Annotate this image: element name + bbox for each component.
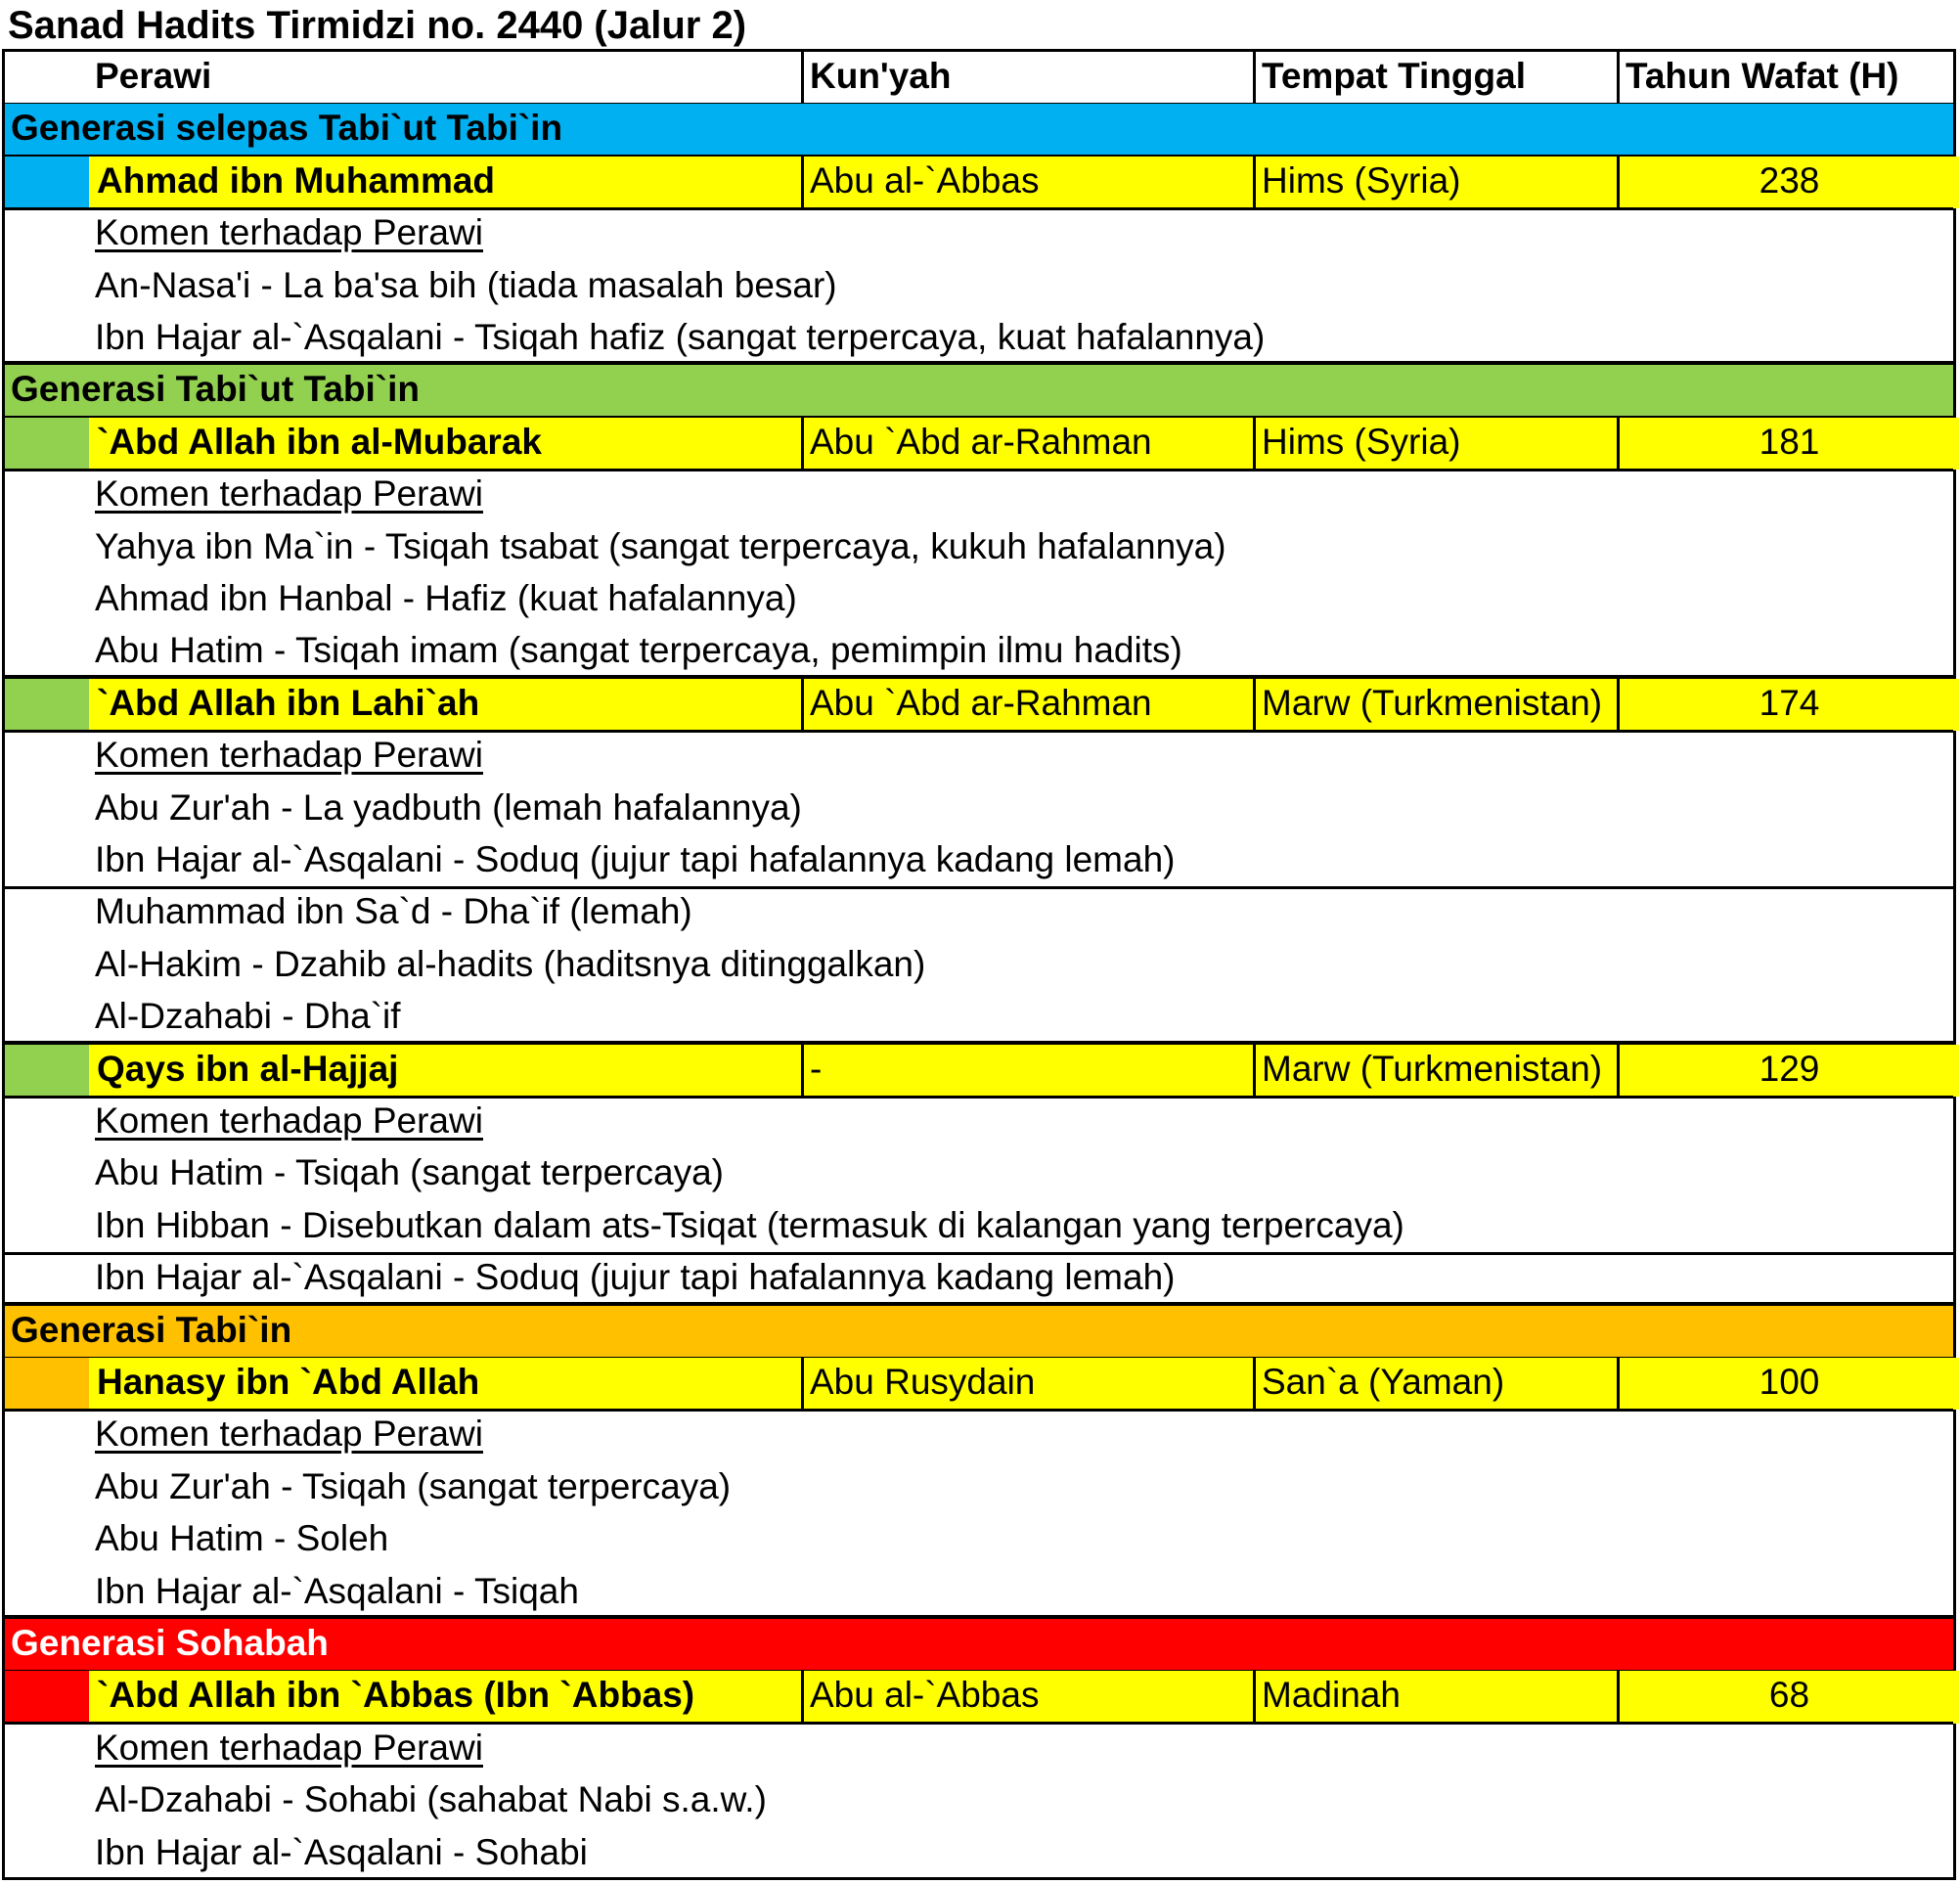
narrator-comment: Abu Zur'ah - La yadbuth (lemah hafalannya)	[95, 786, 802, 828]
sheet-title: Sanad Hadits Tirmidzi no. 2440 (Jalur 2)	[8, 4, 747, 47]
narrator-comment: Abu Hatim - Soleh	[95, 1518, 389, 1559]
narrator-comment: Ibn Hibban - Disebutkan dalam ats-Tsiqat (termasuk di kalangan yang terpercaya)	[95, 1204, 1404, 1245]
narrator-name: Hanasy ibn `Abd Allah	[89, 1358, 801, 1410]
generation-header: Generasi Sohabah	[5, 1619, 1953, 1671]
narrator-name: `Abd Allah ibn Lahi`ah	[89, 679, 801, 731]
generation-header: Generasi selepas Tabi`ut Tabi`in	[5, 104, 1953, 156]
narrator-kunyah: Abu `Abd ar-Rahman	[801, 418, 1253, 470]
column-header-tahun-wafat: Tahun Wafat (H)	[1617, 52, 1959, 104]
generation-header: Generasi Tabi`in	[5, 1306, 1953, 1358]
comment-heading: Komen terhadap Perawi	[95, 212, 483, 253]
comment-heading: Komen terhadap Perawi	[95, 1100, 483, 1141]
narrator-place: Madinah	[1253, 1671, 1617, 1723]
narrator-row	[5, 157, 1953, 208]
narrator-name: Ahmad ibn Muhammad	[89, 157, 801, 208]
generation-color-marker	[5, 1358, 89, 1410]
narrator-comment: An-Nasa'i - La ba'sa bih (tiada masalah besar)	[95, 264, 837, 305]
narrator-row	[5, 1671, 1953, 1723]
narrator-comment: Ibn Hajar al-`Asqalani - Soduq (jujur tapi hafalannya kadang lemah)	[95, 839, 1176, 879]
narrator-row	[5, 679, 1953, 731]
generation-color-marker	[5, 679, 89, 731]
narrator-kunyah: Abu Rusydain	[801, 1358, 1253, 1410]
narrator-comment: Ahmad ibn Hanbal - Hafiz (kuat hafalannya)	[95, 578, 797, 618]
narrator-kunyah: Abu al-`Abbas	[801, 1671, 1253, 1723]
narrator-comment: Muhammad ibn Sa`d - Dha`if (lemah)	[95, 891, 692, 932]
comment-heading: Komen terhadap Perawi	[95, 735, 483, 776]
narrator-comment: Al-Dzahabi - Dha`if	[95, 996, 401, 1037]
narrator-row	[5, 418, 1953, 470]
column-header-kunyah: Kun'yah	[801, 52, 1253, 104]
narrator-place: Marw (Turkmenistan)	[1253, 1045, 1617, 1097]
narrator-death-year: 68	[1617, 1671, 1959, 1723]
narrator-comment: Ibn Hajar al-`Asqalani - Tsiqah	[95, 1570, 579, 1611]
narrator-name: `Abd Allah ibn al-Mubarak	[89, 418, 801, 470]
narrator-kunyah: Abu al-`Abbas	[801, 157, 1253, 208]
generation-color-marker	[5, 1671, 89, 1723]
narrator-place: Hims (Syria)	[1253, 418, 1617, 470]
comment-heading: Komen terhadap Perawi	[95, 1413, 483, 1455]
narrator-death-year: 174	[1617, 679, 1959, 731]
narrator-kunyah: Abu `Abd ar-Rahman	[801, 679, 1253, 731]
narrator-comment: Al-Dzahabi - Sohabi (sahabat Nabi s.a.w.)	[95, 1779, 767, 1820]
narrator-comment: Ibn Hajar al-`Asqalani - Soduq (jujur tapi hafalannya kadang lemah)	[95, 1257, 1176, 1298]
narrator-comment: Abu Hatim - Tsiqah (sangat terpercaya)	[95, 1152, 725, 1193]
narrator-name: Qays ibn al-Hajjaj	[89, 1045, 801, 1097]
column-header-perawi: Perawi	[95, 56, 212, 96]
narrator-row	[5, 1358, 1953, 1410]
narrator-comment: Abu Zur'ah - Tsiqah (sangat terpercaya)	[95, 1465, 732, 1506]
generation-color-marker	[5, 1045, 89, 1097]
narrator-comment: Al-Hakim - Dzahib al-hadits (haditsnya ditinggalkan)	[95, 943, 926, 984]
narrator-death-year: 100	[1617, 1358, 1959, 1410]
narrator-death-year: 129	[1617, 1045, 1959, 1097]
sanad-table	[2, 49, 1956, 1880]
narrator-place: Marw (Turkmenistan)	[1253, 679, 1617, 731]
narrator-death-year: 238	[1617, 157, 1959, 208]
narrator-comment: Yahya ibn Ma`in - Tsiqah tsabat (sangat terpercaya, kukuh hafalannya)	[95, 525, 1226, 566]
narrator-kunyah: -	[801, 1045, 1253, 1097]
narrator-comment: Abu Hatim - Tsiqah imam (sangat terpercaya, pemimpin ilmu hadits)	[95, 630, 1182, 671]
narrator-place: San`a (Yaman)	[1253, 1358, 1617, 1410]
narrator-place: Hims (Syria)	[1253, 157, 1617, 208]
generation-color-marker	[5, 157, 89, 208]
narrator-row	[5, 1045, 1953, 1097]
generation-header: Generasi Tabi`ut Tabi`in	[5, 365, 1953, 417]
generation-color-marker	[5, 418, 89, 470]
header-row	[5, 52, 1953, 104]
narrator-name: `Abd Allah ibn `Abbas (Ibn `Abbas)	[89, 1671, 801, 1723]
comment-heading: Komen terhadap Perawi	[95, 473, 483, 515]
column-header-tempat-tinggal: Tempat Tinggal	[1253, 52, 1617, 104]
comment-heading: Komen terhadap Perawi	[95, 1727, 483, 1768]
narrator-death-year: 181	[1617, 418, 1959, 470]
narrator-comment: Ibn Hajar al-`Asqalani - Tsiqah hafiz (sangat terpercaya, kuat hafalannya)	[95, 317, 1266, 357]
narrator-comment: Ibn Hajar al-`Asqalani - Sohabi	[95, 1831, 588, 1872]
